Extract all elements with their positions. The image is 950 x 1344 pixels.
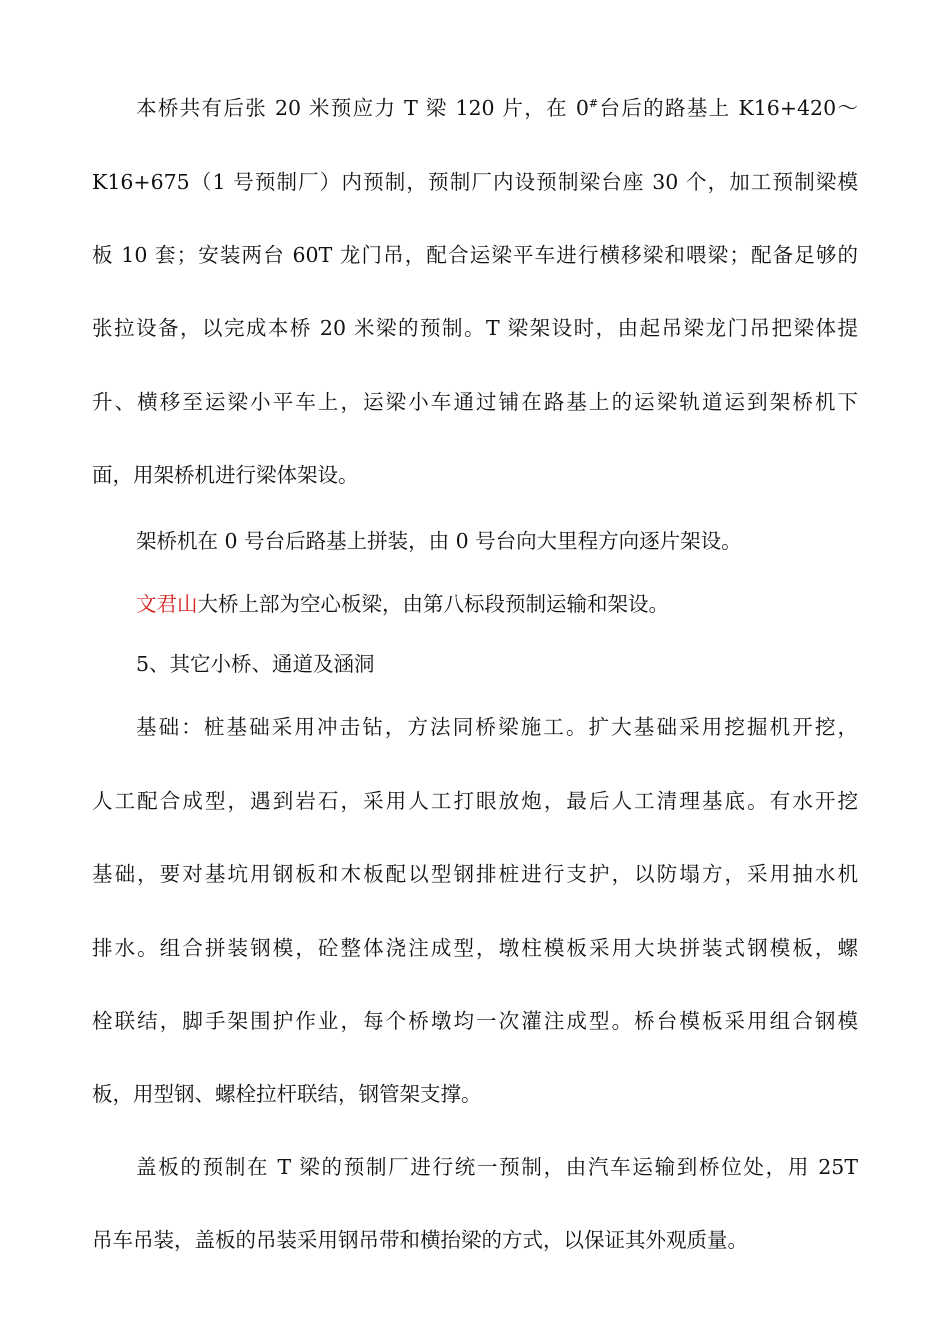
paragraph-3 bbox=[136, 590, 669, 618]
paragraph-4-line-6: 板，用型钢、螺栓拉杆联结，钢管架支撑。 bbox=[92, 1082, 482, 1106]
paragraph-4-line-3: 基础，要对基坑用钢板和木板配以型钢排桩进行支护，以防塌方，采用抽水机 bbox=[92, 862, 858, 886]
paragraph-5-line-2: 吊车吊装，盖板的吊装采用钢吊带和横抬梁的方式，以保证其外观质量。 bbox=[92, 1228, 748, 1252]
paragraph-5-line-1: 盖板的预制在 T 梁的预制厂进行统一预制，由汽车运输到桥位处，用 25T bbox=[136, 1155, 858, 1179]
text-span: 本桥共有后张 20 米预应力 T 梁 120 片，在 0 bbox=[136, 96, 589, 120]
text-span: 大桥上部为空心板梁，由第八标段预制运输和架设。 bbox=[197, 592, 669, 616]
paragraph-1-line-3: 板 10 套；安装两台 60T 龙门吊，配合运梁平车进行横移梁和喂梁；配备足够的 bbox=[92, 243, 858, 267]
paragraph-1-line-6: 面，用架桥机进行梁体架设。 bbox=[92, 463, 359, 487]
paragraph-4-line-1: 基础：桩基础采用冲击钻，方法同桥梁施工。扩大基础采用挖掘机开挖， bbox=[136, 715, 858, 739]
section-heading: 5、其它小桥、通道及涵洞 bbox=[136, 652, 375, 676]
paragraph-4-line-5: 栓联结，脚手架围护作业，每个桥墩均一次灌注成型。桥台模板采用组合钢模 bbox=[92, 1009, 858, 1033]
paragraph-1-line-1 bbox=[136, 94, 858, 122]
paragraph-1-line-4: 张拉设备，以完成本桥 20 米梁的预制。T 梁架设时，由起吊梁龙门吊把梁体提 bbox=[92, 316, 858, 340]
highlighted-place-name: 文君山 bbox=[136, 592, 198, 616]
paragraph-1-line-2: K16+675（1 号预制厂）内预制，预制厂内设预制梁台座 30 个，加工预制梁模 bbox=[92, 170, 858, 194]
text-span: 台后的路基上 K16+420～ bbox=[598, 96, 858, 120]
paragraph-2: 架桥机在 0 号台后路基上拼装，由 0 号台向大里程方向逐片架设。 bbox=[136, 529, 742, 553]
paragraph-1-line-5: 升、横移至运梁小平车上，运梁小车通过铺在路基上的运梁轨道运到架桥机下 bbox=[92, 390, 858, 414]
paragraph-4-line-4: 排水。组合拼装钢模，砼整体浇注成型，墩柱模板采用大块拼装式钢模板，螺 bbox=[92, 936, 858, 960]
paragraph-4-line-2: 人工配合成型，遇到岩石，采用人工打眼放炮，最后人工清理基底。有水开挖 bbox=[92, 789, 858, 813]
superscript-mark: # bbox=[588, 97, 599, 111]
